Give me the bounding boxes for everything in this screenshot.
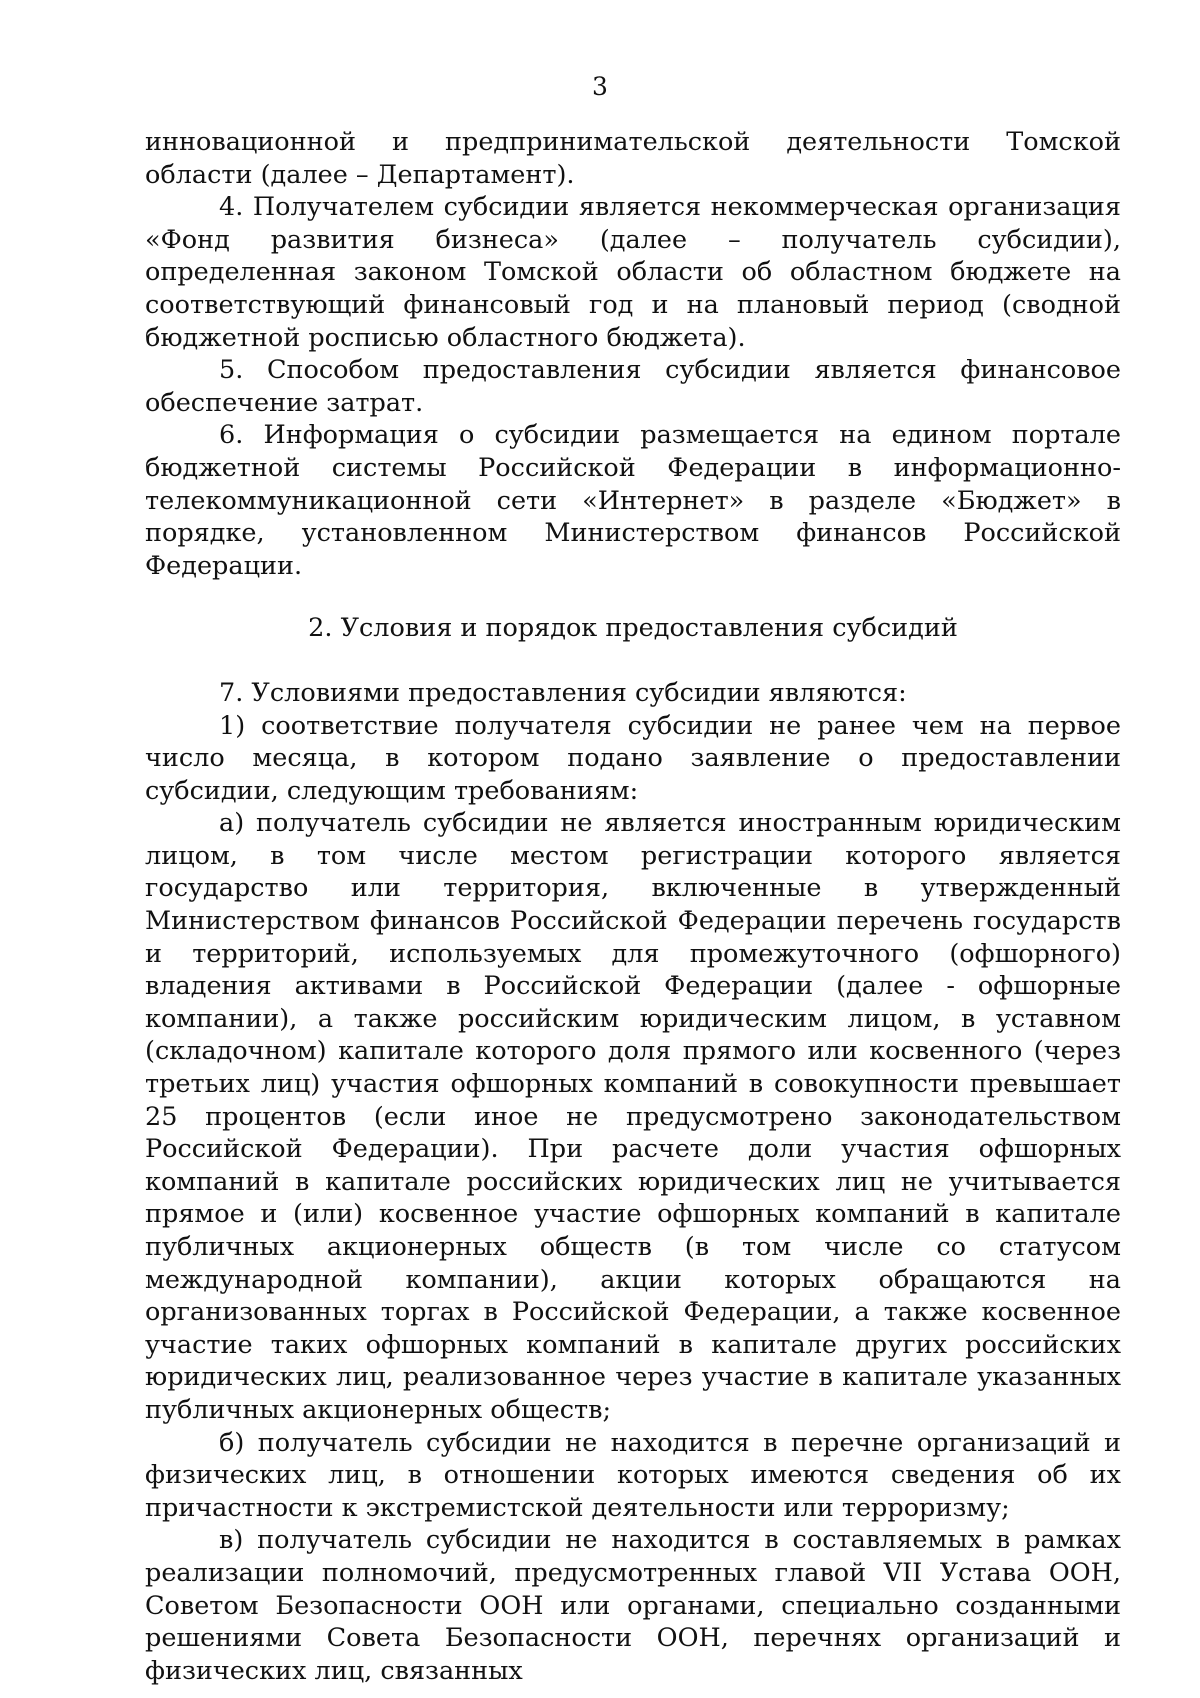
paragraph-subitem-b: б) получатель субсидии не находится в перечне организаций и физических лиц, в отношении которых имеются сведения об их причастности к экстремистской деятельности или терроризму; xyxy=(145,1427,1121,1523)
paragraph-subitem-a: а) получатель субсидии не является иностранным юридическим лицом, в том числе местом регистрации которого является государство или территория, включенные в утвержденный Министерством финансов Российской Федерации перечень государств и территорий, используемых для промежуточного (офшорного) владения активами в Российской Федерации (далее - офшорные компании), а также российским юридическим лицом, в уставном (складочном) капитале которого доля прямого или косвенного (через третьих лиц) участия офшорных компаний в совокупности превышает 25 процентов (если иное не предусмотрено законодательством Российской Федерации). При расчете доли участия офшорных компаний в капитале российских юридических лиц не учитывается прямое и (или) косвенное участие офшорных компаний в капитале публичных акционерных обществ (в том числе со статусом международной компании), акции которых обращаются на организованных торгах в Российской Федерации, а также косвенное участие таких офшорных компаний в капитале других российских юридических лиц, реализованное через участие в капитале указанных публичных акционерных обществ; xyxy=(145,808,1121,1425)
paragraph-subitem-1: 1) соответствие получателя субсидии не ранее чем на первое число месяца, в котором подано заявление о предоставлении субсидии, следующим требованиям: xyxy=(145,710,1121,806)
paragraph-item-6: 6. Информация о субсидии размещается на едином портале бюджетной системы Российской Федерации в информационно-телекоммуникационной сети «Интернет» в разделе «Бюджет» в порядке, установленном Министерством финансов Российской Федерации. xyxy=(145,420,1121,581)
section-heading: 2. Условия и порядок предоставления субсидий xyxy=(308,613,958,644)
document-body xyxy=(145,126,1121,1687)
paragraph-subitem-v: в) получатель субсидии не находится в составляемых в рамках реализации полномочий, предусмотренных главой VII Устава ООН, Советом Безопасности ООН или органами, специально созданными решениями Совета Безопасности ООН, перечнях организаций и физических лиц, связанных xyxy=(145,1525,1121,1686)
paragraph-item-5: 5. Способом предоставления субсидии является финансовое обеспечение затрат. xyxy=(145,355,1121,418)
paragraph-item-4: 4. Получателем субсидии является некоммерческая организация «Фонд развития бизнеса» (далее – получатель субсидии), определенная законом Томской области об областном бюджете на соответствующий финансовый год и на плановый период (сводной бюджетной росписью областного бюджета). xyxy=(145,192,1121,353)
paragraph-continuation: инновационной и предпринимательской деятельности Томской области (далее – Департамент). xyxy=(145,127,1121,190)
paragraph-item-7: 7. Условиями предоставления субсидии являются: xyxy=(219,677,907,708)
page-number: 3 xyxy=(592,72,608,101)
